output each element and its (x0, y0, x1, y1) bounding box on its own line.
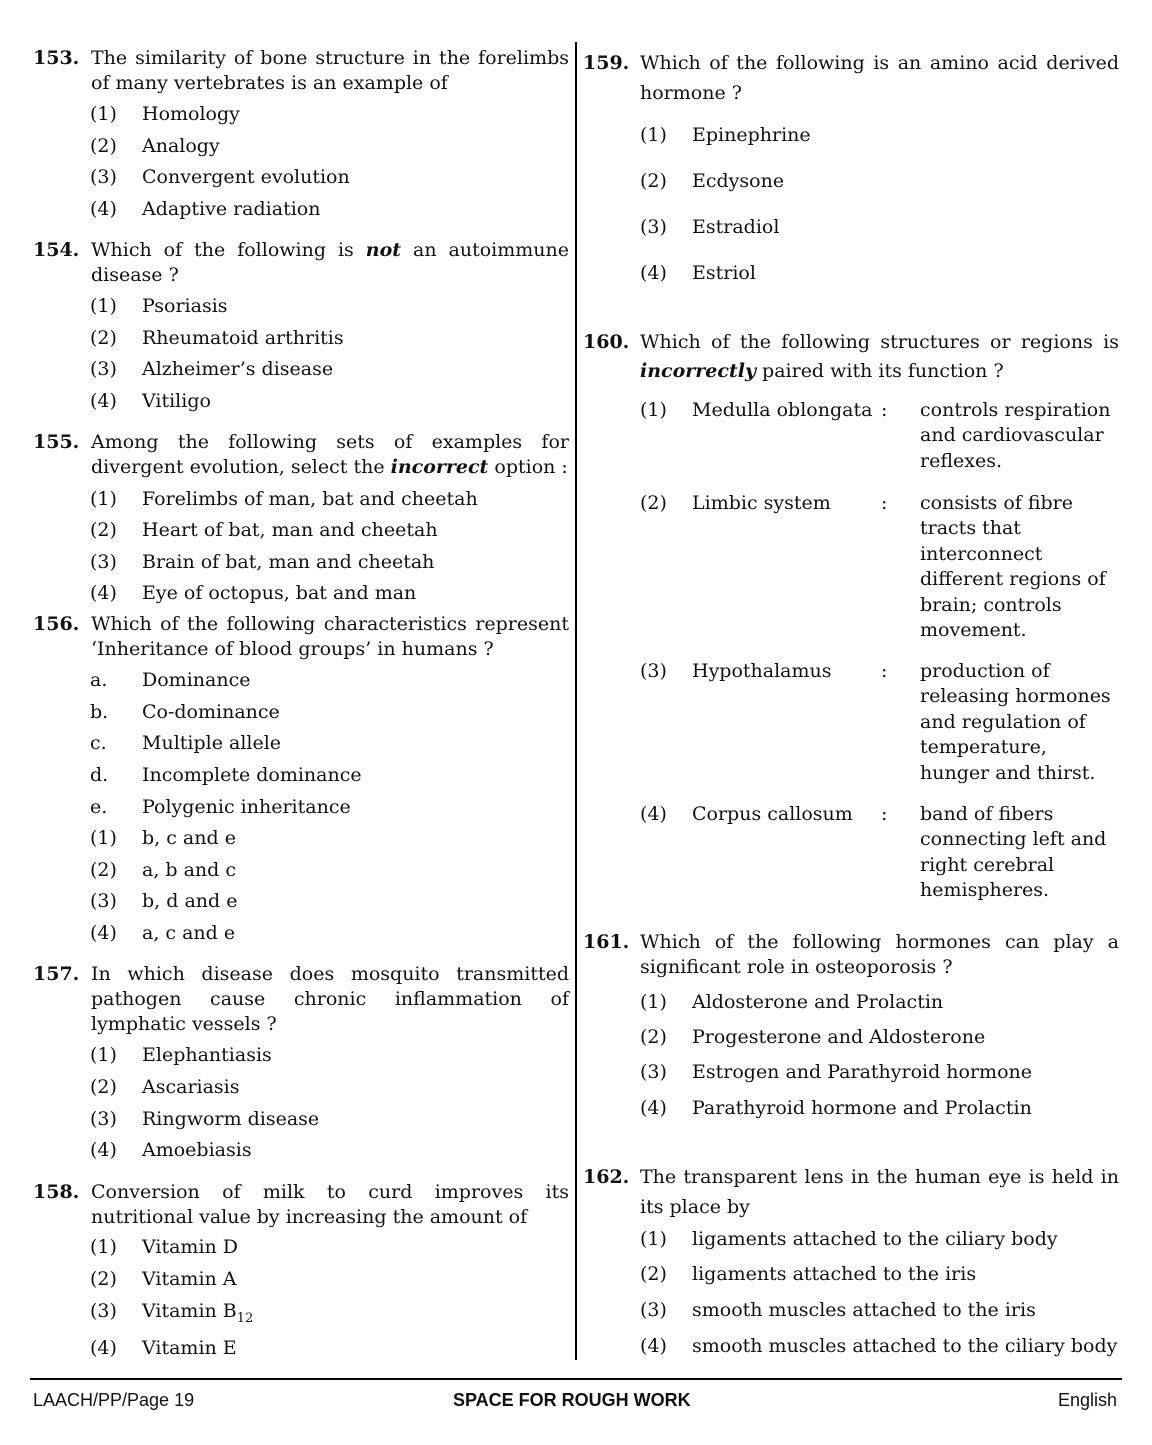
question-text-part: option : (488, 456, 568, 478)
option-number: (2) (90, 135, 117, 157)
structure-label: Hypothalamus (692, 660, 832, 682)
option-text: Elephantiasis (142, 1044, 272, 1066)
option-text: Brain of bat, man and cheetah (142, 551, 435, 573)
question-text (91, 430, 569, 480)
option-text: Heart of bat, man and cheetah (142, 519, 438, 541)
option-text: Rheumatoid arthritis (142, 327, 344, 349)
question-text-part: Among the following sets of examples for divergent evolution, select the (91, 431, 569, 478)
option-text: ligaments attached to the ciliary body (692, 1228, 1058, 1250)
option-text: Estriol (692, 262, 756, 284)
option-text: Estradiol (692, 216, 780, 238)
option-number: (2) (640, 1263, 667, 1285)
item-letter: c. (90, 732, 107, 754)
page-code: LAACH/PP/Page 19 (33, 1390, 195, 1410)
item-text: Polygenic inheritance (142, 796, 351, 818)
option-text: Ecdysone (692, 170, 785, 192)
option-text: Alzheimer’s disease (142, 358, 334, 380)
option-number: (3) (90, 1108, 117, 1130)
item-text: Multiple allele (142, 732, 282, 754)
option-text: Adaptive radiation (142, 198, 321, 220)
option-number: (4) (90, 390, 117, 412)
option-text: Progesterone and Aldosterone (692, 1026, 986, 1048)
option-number: (4) (90, 582, 117, 604)
function-description (920, 659, 1111, 786)
option-text: ligaments attached to the iris (692, 1263, 977, 1285)
footer-rule (30, 1378, 1122, 1380)
option-text: smooth muscles attached to the iris (692, 1299, 1036, 1321)
option-number: (4) (640, 262, 667, 284)
option-number: (3) (640, 1061, 667, 1083)
item-letter: a. (90, 669, 108, 691)
question-text-part: Which of the following is (91, 239, 366, 261)
option-number: (3) (640, 216, 667, 238)
question-text-part: Which of the following structures or regions is (640, 331, 1119, 353)
option-text: Estrogen and Parathyroid hormone (692, 1061, 1032, 1083)
description-line: and regulation of (920, 710, 1086, 733)
option-text: Aldosterone and Prolactin (692, 991, 944, 1013)
question-text-part: paired with its function ? (756, 360, 1004, 382)
option-number: (2) (640, 1026, 667, 1048)
question-text: In which disease does mosquito transmitted pathogen cause chronic inflammation of lymphatic vessels ? (91, 963, 569, 1035)
question-text: Which of the following characteristics represent ‘Inheritance of blood groups’ in humans ? (91, 613, 569, 660)
question-number: 157. (33, 963, 80, 985)
question-number: 158. (33, 1181, 80, 1203)
option-number: (3) (90, 890, 117, 912)
question-text (91, 238, 569, 288)
function-description (920, 802, 1106, 904)
option-number: (1) (640, 991, 667, 1013)
question-text: Conversion of milk to curd improves its nutritional value by increasing the amount of (91, 1181, 569, 1228)
option-number: (1) (640, 124, 667, 146)
function-description (920, 491, 1106, 643)
description-line: hunger and thirst. (920, 761, 1096, 784)
question-number: 156. (33, 613, 80, 635)
emphasis-text: not (365, 239, 402, 261)
option-text: Psoriasis (142, 295, 228, 317)
description-line: temperature, (920, 736, 1047, 759)
option-number: (3) (90, 1300, 117, 1322)
structure-label: Limbic system (692, 492, 831, 514)
option-text: Eye of octopus, bat and man (142, 582, 417, 604)
question-text: Which of the following hormones can play a significant role in osteoporosis ? (640, 931, 1119, 978)
option-text: Vitamin D (142, 1236, 239, 1258)
option-text: Vitamin A (142, 1268, 237, 1290)
rough-work-label: SPACE FOR ROUGH WORK (453, 1390, 691, 1410)
option-number: (4) (90, 922, 117, 944)
column-divider (575, 42, 577, 1360)
option-number: (2) (90, 327, 117, 349)
vitamin-label: Vitamin B (142, 1300, 237, 1322)
option-number: (2) (90, 1076, 117, 1098)
question-number: 161. (583, 931, 630, 953)
description-line: and cardiovascular (920, 424, 1104, 447)
item-text: Incomplete dominance (142, 764, 362, 786)
option-text: a, c and e (142, 922, 236, 944)
option-number: (4) (640, 803, 667, 825)
option-number: (1) (90, 488, 117, 510)
question-number: 153. (33, 47, 80, 69)
option-number: (1) (90, 295, 117, 317)
separator: : (881, 803, 888, 825)
item-text: Dominance (142, 669, 251, 691)
description-line: connecting left and (920, 828, 1107, 851)
option-number: (1) (90, 1236, 117, 1258)
item-letter: e. (90, 796, 108, 818)
option-number: (3) (90, 166, 117, 188)
option-text: Vitamin E (142, 1337, 237, 1359)
separator: : (881, 399, 888, 421)
description-line: interconnect (920, 542, 1043, 565)
description-line: consists of fibre (920, 492, 1073, 514)
option-text: Parathyroid hormone and Prolactin (692, 1097, 1032, 1119)
option-number: (3) (90, 358, 117, 380)
option-number: (4) (640, 1335, 667, 1357)
question-text: Which of the following is an amino acid derived hormone ? (640, 52, 1119, 104)
question-text-part: an autoimmune disease ? (91, 239, 569, 286)
option-number: (2) (90, 1268, 117, 1290)
separator: : (881, 660, 888, 682)
option-text: smooth muscles attached to the ciliary body (692, 1335, 1118, 1357)
option-number: (4) (90, 1139, 117, 1161)
question-number: 155. (33, 431, 80, 453)
option-number: (2) (90, 859, 117, 881)
structure-label: Corpus callosum (692, 803, 853, 825)
description-line: controls respiration (920, 399, 1111, 421)
description-line: hemispheres. (920, 879, 1050, 902)
description-line: production of (920, 660, 1050, 682)
item-text: Co-dominance (142, 701, 280, 723)
option-number: (2) (640, 492, 667, 514)
question-text: The similarity of bone structure in the forelimbs of many vertebrates is an example of (91, 47, 569, 94)
description-line: right cerebral (920, 853, 1055, 876)
description-line: movement. (920, 619, 1027, 642)
option-number: (4) (90, 198, 117, 220)
option-number: (4) (640, 1097, 667, 1119)
function-description (920, 398, 1110, 474)
option-text: Homology (142, 103, 240, 125)
item-letter: d. (90, 764, 109, 786)
option-text: b, d and e (142, 890, 238, 912)
question-number: 162. (583, 1166, 630, 1188)
option-number: (1) (640, 1228, 667, 1250)
option-text: a, b and c (142, 859, 237, 881)
structure-label: Medulla oblongata (692, 399, 873, 421)
description-line: band of fibers (920, 803, 1054, 825)
description-line: brain; controls (920, 593, 1062, 616)
question-text (640, 328, 1119, 386)
option-text: b, c and e (142, 827, 236, 849)
option-number: (2) (640, 170, 667, 192)
option-text: Epinephrine (692, 124, 811, 146)
separator: : (881, 492, 888, 514)
question-text: The transparent lens in the human eye is held in its place by (640, 1166, 1119, 1218)
option-number: (3) (640, 660, 667, 682)
question-number: 160. (583, 331, 630, 353)
question-number: 159. (583, 52, 630, 74)
option-number: (1) (90, 827, 117, 849)
option-text: Ringworm disease (142, 1108, 320, 1130)
option-number: (2) (90, 519, 117, 541)
option-text: Amoebiasis (142, 1139, 252, 1161)
option-number: (1) (640, 399, 667, 421)
description-line: reflexes. (920, 449, 1002, 472)
description-line: tracts that (920, 517, 1021, 540)
option-text (142, 1299, 253, 1324)
option-text: Forelimbs of man, bat and cheetah (142, 488, 478, 510)
question-number: 154. (33, 239, 80, 261)
option-number: (1) (90, 103, 117, 125)
item-letter: b. (90, 701, 109, 723)
emphasis-text: incorrect (390, 456, 489, 478)
option-number: (3) (640, 1299, 667, 1321)
option-text: Ascariasis (142, 1076, 240, 1098)
option-number: (4) (90, 1337, 117, 1359)
option-number: (1) (90, 1044, 117, 1066)
subscript: 12 (236, 1311, 254, 1326)
description-line: releasing hormones (920, 685, 1111, 708)
emphasis-text: incorrectly (640, 360, 756, 382)
option-text: Convergent evolution (142, 166, 350, 188)
option-text: Analogy (142, 135, 220, 157)
language-label: English (1058, 1390, 1118, 1410)
option-number: (3) (90, 551, 117, 573)
description-line: different regions of (920, 568, 1106, 591)
option-text: Vitiligo (142, 390, 211, 412)
